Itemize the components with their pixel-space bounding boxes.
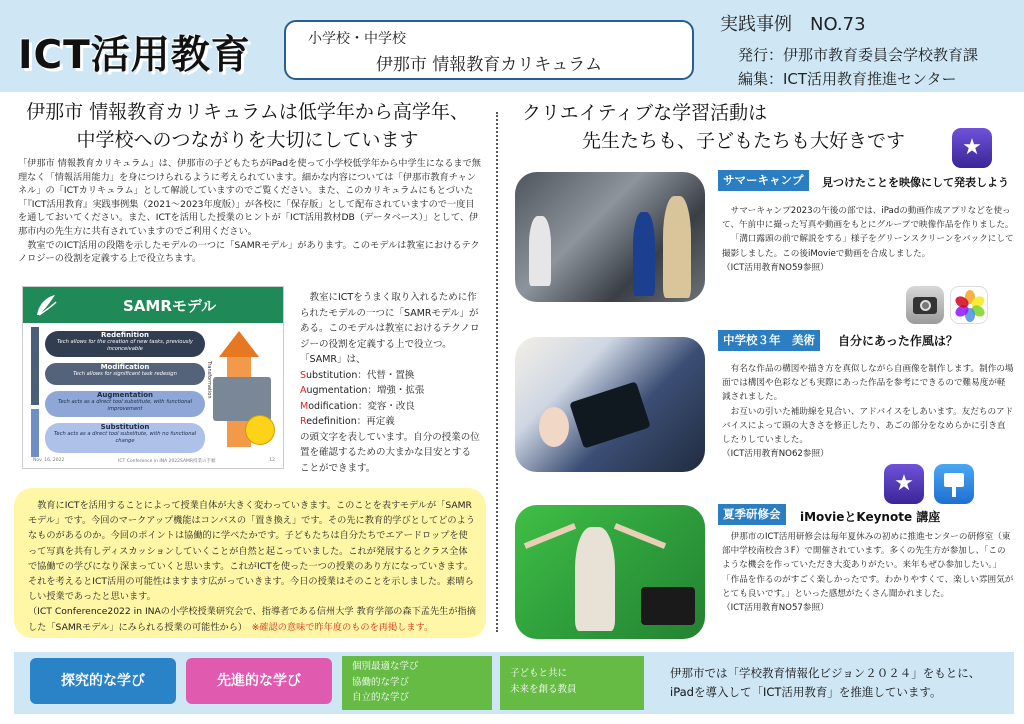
left-heading [10, 98, 485, 154]
left-body-text [18, 157, 483, 266]
quote-body: 教育にICTを活用することによって授業自体が大きく変わっていきます。このことを表すモデルが「SAMRモデル」です。今回のマークアップ機能はコンパスの「置き換え」です。その先に教育的学びとしてどのようなものがあるのか。今回のポイントは協働的に学べたかです。子どもたちは自分たちでエアードロップを使って写真を共有しディスカッションしていくことが自然と起こっていました。これが発展するとクラス全体で協働での学びになり深まっていくと思います。これがICTを使った一つの授業のあり方になっていきます。それを考えるとICT活用の可能性はますます広がっていきます。今日の授業はそのことを示しました。素晴らしい授業であったと思います。 [28, 500, 475, 603]
case-text-summer-camp [722, 204, 1014, 275]
pill-inquiry-learning: 探究的な学び [30, 658, 176, 704]
samr-level-desc: Tech allows for the creation of new tasks, previously inconceivable [57, 339, 193, 352]
samr-level-redefinition [45, 331, 205, 357]
topic-box [284, 20, 694, 80]
person-figure [575, 527, 615, 631]
left-body-paragraph-2: 教室でのICT活用の段階を示したモデルの一つに「SAMRモデル」があります。このモデルは教室におけるテクノロジーの役割を定義する上で役立ちます。 [18, 239, 480, 265]
case-text-art [722, 362, 1014, 461]
person-figure [529, 216, 551, 286]
case-body-2: 「溝口露頭の前で解説をする」様子をグリーンスクリーンをバックにして撮影しました。この後iMovieで動画を合成しました。 [722, 234, 1014, 259]
green-line: 未来を創る教員 [510, 683, 577, 695]
samr-level-desc: Tech acts as a direct tool substitute, with functional improvement [57, 399, 193, 412]
samr-slide-image [22, 286, 284, 469]
samr-item-r [300, 414, 480, 430]
quote-citation [28, 604, 476, 634]
keynote-icon [934, 464, 974, 504]
tablet [569, 381, 650, 448]
samr-initial: R [300, 416, 307, 427]
samr-initial: S [300, 369, 307, 381]
samr-outro: の頭文字を表しています。自分の授業の位置を確認するための大まかな目安とすることができます。 [300, 431, 480, 474]
samr-level-desc: Tech acts as a direct tool substitute, with no functional change [53, 431, 197, 444]
vision-line2: iPadを導入して「ICT活用教育」を推進しています。 [670, 685, 942, 699]
arrow-up-icon [219, 331, 259, 357]
samr-level-name: Substitution [100, 423, 150, 431]
vision-line1: 伊那市では「学校教育情報化ビジョン２０２４」をもとに、 [670, 666, 981, 680]
person-figure [663, 196, 691, 298]
samr-item-text: odification：変容・改良 [308, 400, 415, 412]
samr-intro: 教室にICTをうまく取り入れるために作られたモデルの一つに「SAMRモデル」がある。このモデルは教室におけるテクノロジーの役割を定義する上で役立つ。 [300, 292, 480, 350]
person-figure [633, 212, 655, 296]
case-subtitle: 見つけたことを映像にして発表しよう [822, 176, 1009, 189]
right-heading-line2: 先生たちも、子どもたちも大好きです [582, 130, 906, 152]
samr-level-desc: Tech allows for significant task redesign [73, 371, 177, 377]
camera-lens [920, 300, 931, 311]
case-badge-training: 夏季研修会 [718, 504, 786, 525]
samr-item-s [300, 368, 480, 384]
yellow-quote-text [28, 498, 476, 635]
pill-advanced-learning: 先進的な学び [186, 658, 332, 704]
right-heading-line1: クリエイティブな学習活動は [522, 102, 768, 124]
samr-initial: A [300, 385, 307, 396]
transformation-label: Transformation [206, 361, 212, 399]
green-line: 協働的な学び [352, 676, 410, 688]
samr-slide-page: 12 [269, 458, 275, 463]
green-box-teachers [500, 656, 644, 710]
issue-number: 実践事例 NO.73 [720, 14, 866, 35]
enhancement-band [31, 409, 39, 457]
case-subtitle: 自分にあった作風は？ [838, 334, 958, 348]
raised-arm [524, 523, 576, 549]
case-badge-summer-camp: サマーキャンプ [718, 170, 809, 191]
samr-level-modification [45, 363, 205, 385]
softball-icon [245, 415, 275, 445]
samr-item-a [300, 383, 480, 399]
samr-level-substitution [45, 423, 205, 453]
samr-level-name: Redefinition [100, 331, 149, 339]
raised-arm [614, 523, 666, 549]
case-body: 有名な作品の構図や描き方を真似しながら自画像を制作します。制作の場面では構図や色彩なども実際にあった作品を参考にできるので難易度が軽減されました。 [722, 364, 1014, 403]
topic-school-level: 小学校・中学校 [308, 31, 406, 47]
summer-camp-photo [515, 172, 705, 302]
samr-item-m [300, 399, 480, 415]
case-body-2: お互いの引いた補助線を見合い、アドバイスをしあいます。友だちのアドバイスによって頭の大きさを修正したり、あごの部分をなめらかに引き直したりしていました。 [722, 406, 1014, 446]
green-line: 子どもと共に [510, 668, 568, 679]
summer-training-photo [515, 505, 705, 639]
case-ref: （ICT活用教育NO57参照） [722, 603, 829, 614]
footer-band [14, 652, 1014, 714]
student-head [539, 407, 569, 447]
case-subtitle: iMovieとKeynote 講座 [800, 510, 941, 524]
keynote-board [944, 473, 964, 487]
case-body: サマーキャンプ2023の午後の部では、iPadの動画作成アプリなどを使って、午前中に撮った写真や動画をもとにグループで映像作品を作りました。 [722, 206, 1014, 231]
column-divider [496, 112, 498, 632]
samr-explanation [300, 290, 480, 476]
samr-open: 「SAMR」は、 [300, 354, 366, 365]
samr-item-text: ugmentation：増強・拡張 [306, 385, 425, 396]
vision-statement [670, 664, 1010, 702]
leaf-logo-icon [35, 293, 57, 317]
case-badge-art: 中学校３年 美術 [718, 330, 820, 351]
samr-initial: M [300, 400, 309, 412]
green-line: 自立的な学び [352, 692, 410, 703]
yellow-quote-box [14, 488, 486, 638]
case-ref: （ICT活用教育NO62参照） [722, 449, 829, 460]
publisher: 発行：伊那市教育委員会学校教育課 [738, 46, 979, 64]
case-ref: （ICT活用教育NO59参照） [722, 262, 829, 273]
samr-slide-footer [33, 458, 275, 464]
samr-level-name: Augmentation [96, 391, 154, 399]
editor: 編集：ICT活用教育推進センター [738, 70, 957, 88]
tablet [641, 587, 695, 625]
imovie-icon [952, 128, 992, 168]
header-band [0, 0, 1024, 92]
samr-item-text: edefinition：再定義 [306, 416, 395, 427]
imovie-icon [884, 464, 924, 504]
transformation-band [31, 327, 39, 405]
samr-level-name: Modification [100, 363, 150, 371]
samr-level-augmentation [45, 391, 205, 417]
samr-slide-event: ICT Conference in INA 2022SAMR授業の手順 [118, 459, 216, 464]
samr-item-text: ubstitution：代替・置換 [306, 369, 415, 381]
camera-icon [906, 286, 944, 324]
art-class-photo [515, 337, 705, 472]
photos-icon [950, 286, 988, 324]
samr-slide-header [23, 287, 283, 323]
left-body-paragraph-1: 「伊那市 情報教育カリキュラム」は、伊那市の子どもたちがiPadを使って小学校低学年から中学生になるまで無理なく「情報活用能力」を身につけられるように考えられています。細かな内容については「伊那市教育チャンネル」の「ICTカリキュラム」として解説していますのでご覧ください。また、このカリキュラムにもとづいた「『ICT活用教育』実践事例集（2021～2023年度版）」が各校に「保存版」として配布されていますので一度目を通しておいてください。また、ICTを活用した授業のヒントが「ICT活用教材DB（データベース）」として、伊那市内の先生方に共有されていますのでご利用ください。 [18, 158, 481, 237]
samr-slide-date: Nov. 16, 2022 [33, 458, 65, 463]
quote-red-note: ※確認の意味で昨年度のものを再掲します。 [251, 621, 434, 633]
topic-title: 伊那市 情報教育カリキュラム [375, 55, 603, 75]
samr-slide-title: SAMRモデル [123, 297, 217, 315]
quote-citation-text: （ICT Conference2022 in INAの小学校授業研究会で、指導者である信州大学 教育学部の森下孟先生が指摘した「SAMRモデル」にみられる授業の可能性から） [28, 606, 476, 633]
case-text-training [722, 530, 1014, 615]
green-box-learning-types [342, 656, 492, 710]
green-box-wrap [510, 659, 634, 697]
newsletter-logo: ICT活用教育 [18, 33, 251, 78]
left-heading-line1: 伊那市 情報教育カリキュラムは低学年から高学年、 [26, 101, 469, 123]
green-line: 個別最適な学び [352, 661, 419, 672]
case-body: 伊那市のICT活用研修会は毎年夏休みの初めに推進センターの研修室（東部中学校南校舎３F）で開催されています。多くの先生方が参加し、「このような機会を作っていただき大変ありがたい。来年もぜひ参加したい。」「作品を作るのがすごく楽しかったです。わかりやすくて、楽しい雰囲気がとても良いです。」といった感想がたくさん聞かれました。 [722, 532, 1014, 599]
keynote-stand [952, 487, 956, 497]
left-heading-line2: 中学校へのつながりを大切にしています [76, 129, 419, 151]
